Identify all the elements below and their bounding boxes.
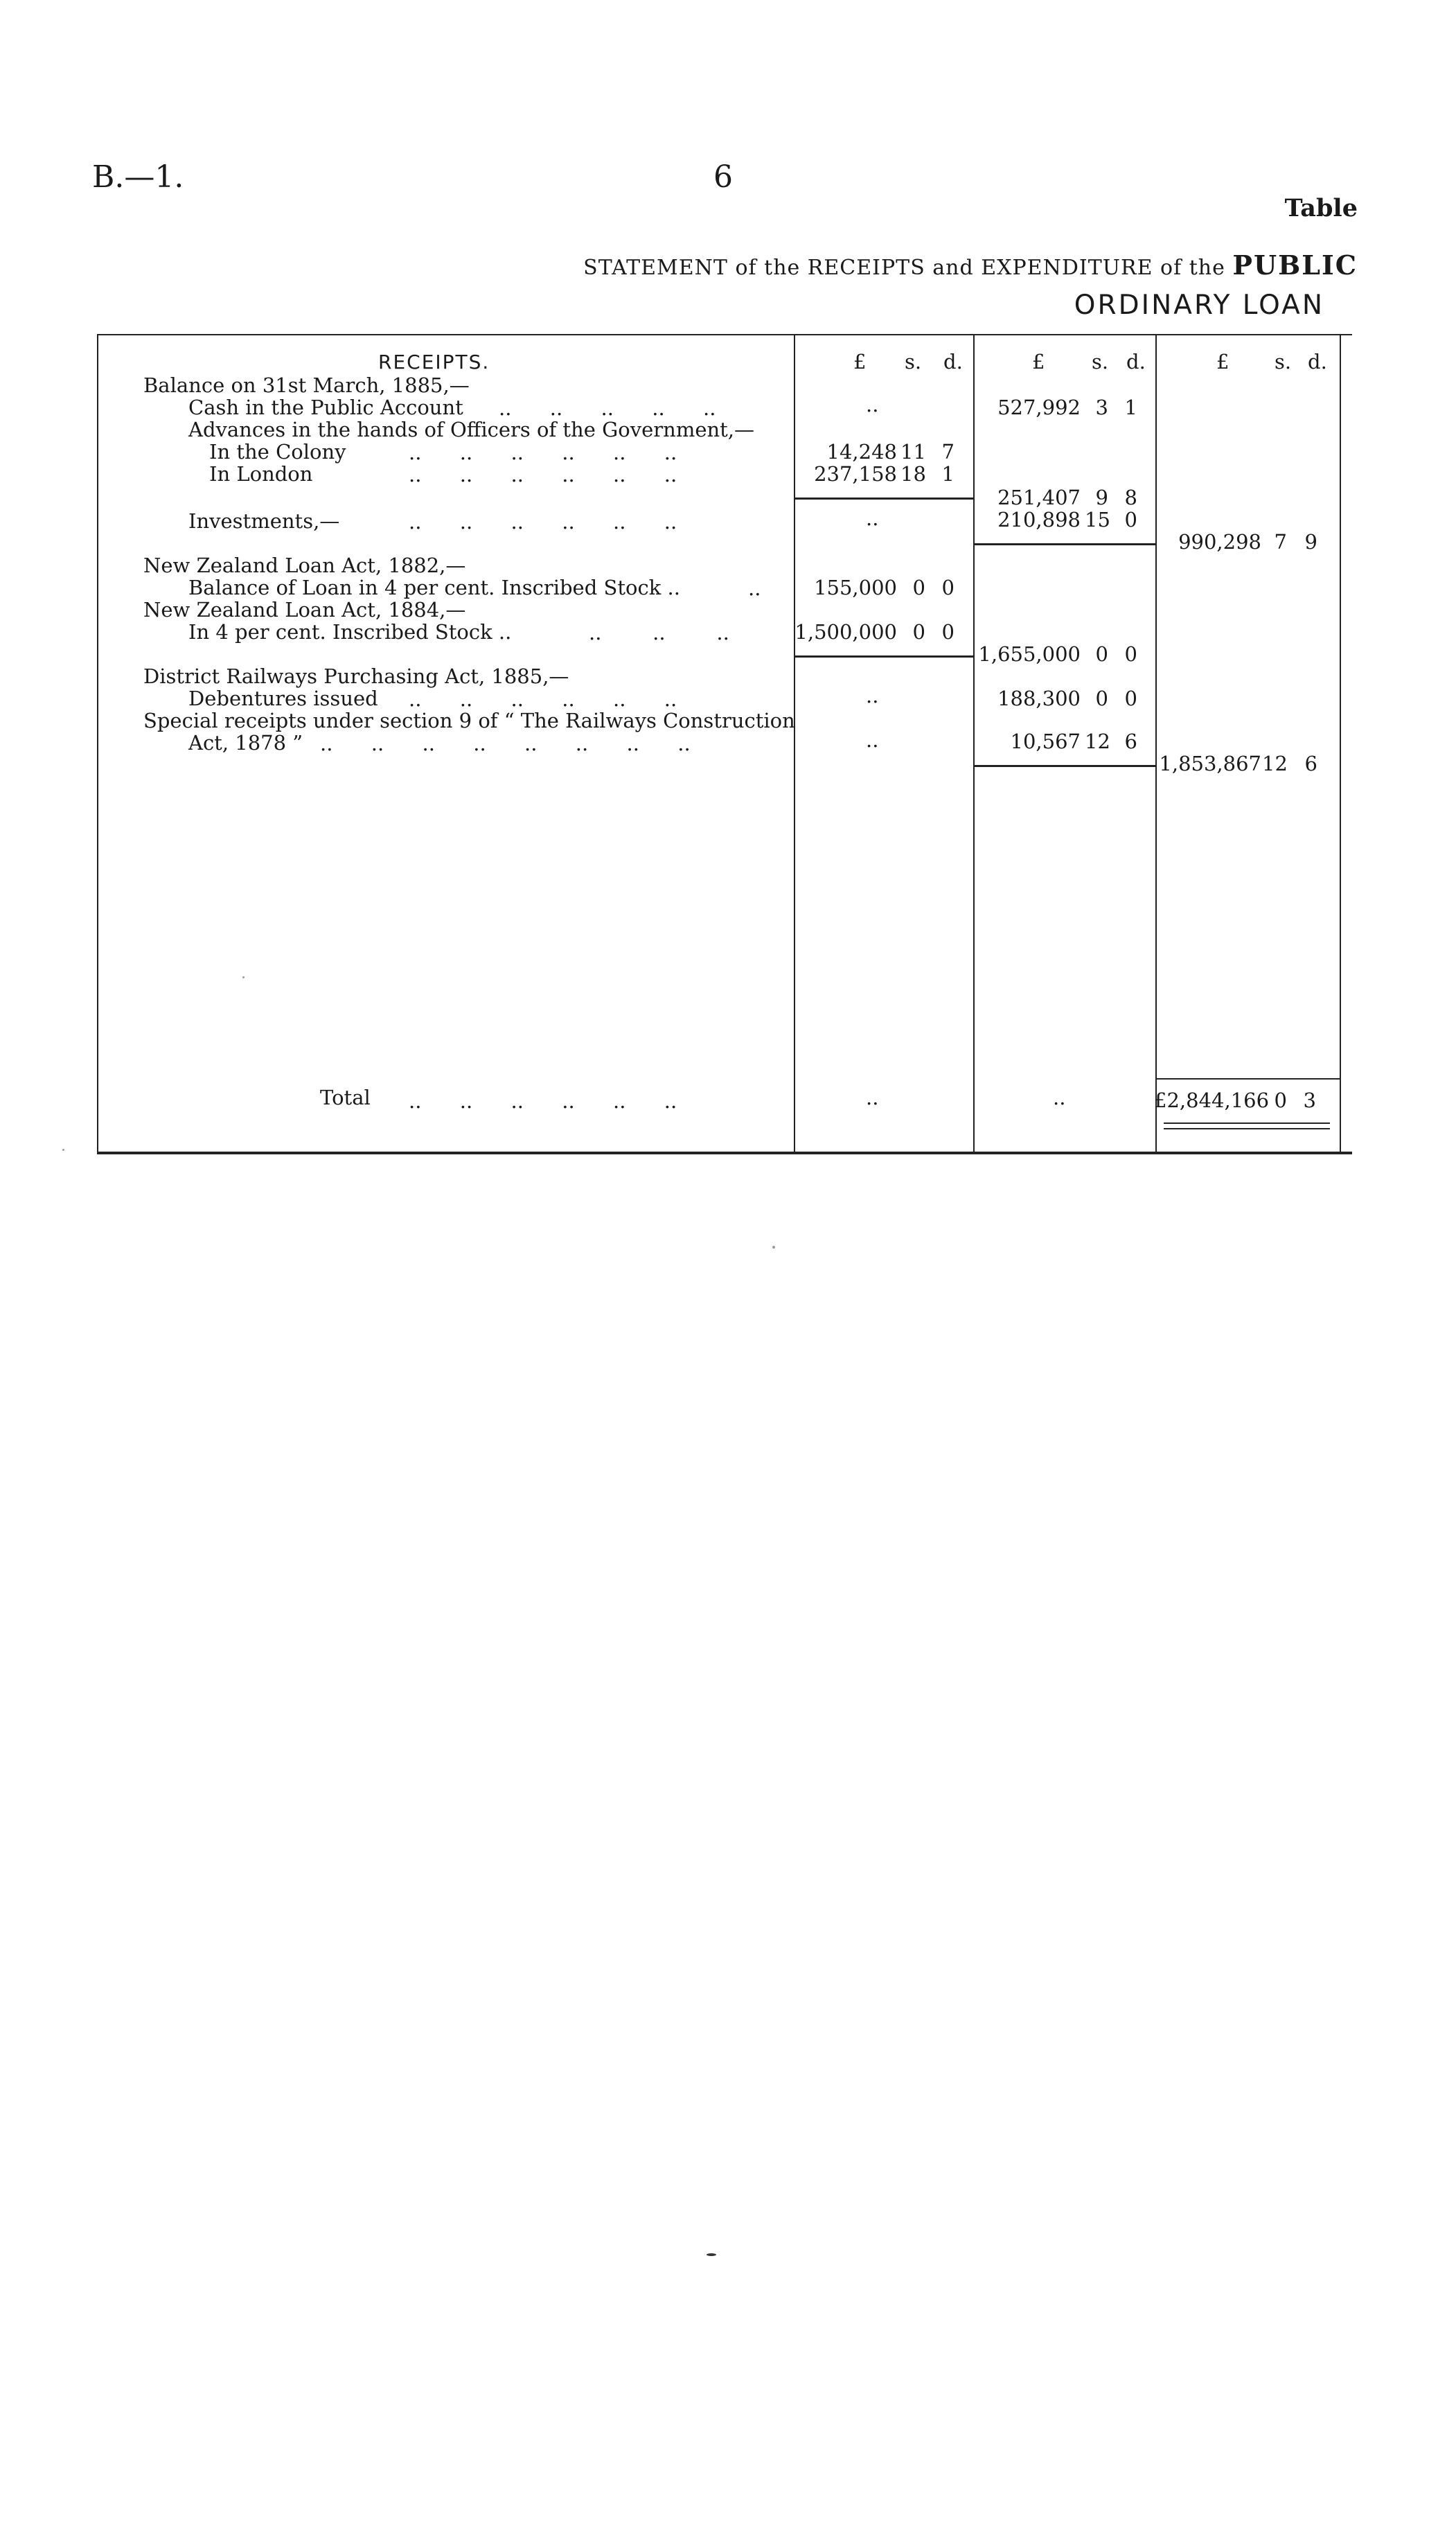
- special-receipts-col1: ..: [866, 728, 879, 752]
- balance-total-col3-d: 9: [1304, 530, 1317, 554]
- colony-label: In the Colony: [209, 440, 346, 464]
- advances-total-col2-pound: 251,407: [997, 486, 1081, 509]
- subtotal-rule: [975, 765, 1155, 767]
- nz-loan-total-col2-pound: 1,655,000: [978, 642, 1081, 666]
- col2-divider: [973, 334, 975, 1152]
- colony-col1-s: 11: [900, 440, 926, 464]
- col3-d-header: d.: [1308, 350, 1327, 373]
- page-number: 6: [713, 159, 733, 195]
- investments-col1: ..: [866, 507, 879, 530]
- debentures-label: Debentures issued: [188, 687, 378, 710]
- nz-loan-total-col2-d: 0: [1124, 642, 1137, 666]
- advances-total-col2-s: 9: [1095, 486, 1108, 509]
- col3-divider: [1155, 334, 1157, 1152]
- special-receipts-col2-d: 6: [1124, 730, 1137, 753]
- investments-label: Investments,—: [188, 509, 340, 533]
- leader-dots: .. .. .. .. .. ..: [409, 1089, 677, 1113]
- nz-loan-1882-item: Balance of Loan in 4 per cent. Inscribed Stock ..: [188, 576, 680, 599]
- advances-total-col2-d: 8: [1124, 486, 1137, 509]
- balance-heading: Balance on 31st March, 1885,—: [143, 373, 470, 397]
- nz-loan-1884-col1-d: 0: [941, 620, 955, 644]
- debentures-col2-pound: 188,300: [997, 687, 1081, 710]
- subtotal-rule: [975, 543, 1155, 545]
- london-col1-s: 18: [900, 462, 926, 486]
- col2-d-header: d.: [1126, 350, 1146, 373]
- balance-total-col3-pound: 990,298: [1178, 530, 1261, 554]
- leader-dots: .. .. .. .. .. ..: [409, 687, 677, 711]
- cash-col2-s: 3: [1095, 396, 1108, 419]
- leader-dots: ..: [748, 576, 761, 600]
- scan-speck: [772, 1246, 775, 1249]
- nz-loan-1884-item: In 4 per cent. Inscribed Stock ..: [188, 620, 512, 644]
- grand-total-double-rule: [1164, 1128, 1330, 1129]
- debentures-col2-d: 0: [1124, 687, 1137, 710]
- nz-loan-1882-col1-d: 0: [941, 576, 955, 599]
- total-label: Total: [320, 1086, 371, 1109]
- col1-divider: [794, 334, 795, 1152]
- table-right-border: [1340, 334, 1341, 1152]
- leader-dots: .. .. .. .. .. ..: [409, 510, 677, 534]
- col1-s-header: s.: [905, 350, 922, 373]
- nz-loan-1882-col1-pound: 155,000: [814, 576, 897, 599]
- debentures-col2-s: 0: [1095, 687, 1108, 710]
- table-label: Table: [1284, 194, 1358, 222]
- colony-col1-d: 7: [941, 440, 955, 464]
- col1-pound-header: £: [853, 350, 867, 373]
- statement-title: [583, 249, 1358, 281]
- nz-loan-total-col2-s: 0: [1095, 642, 1108, 666]
- investments-col2-s: 15: [1085, 508, 1110, 531]
- colony-col1-pound: 14,248: [826, 440, 897, 464]
- grand-total-double-rule: [1164, 1122, 1330, 1124]
- balance-total-col3-s: 7: [1274, 530, 1287, 554]
- special-receipts-col2-pound: 10,567: [1010, 730, 1081, 753]
- nz-loan-1882-col1-s: 0: [912, 576, 925, 599]
- debentures-col1: ..: [866, 684, 879, 707]
- leader-dots: .. .. .. .. .. .. .. ..: [320, 732, 691, 755]
- leader-dots: .. .. ..: [589, 621, 729, 644]
- leader-dots: .. .. .. .. ..: [499, 396, 716, 420]
- col2-s-header: s.: [1092, 350, 1109, 373]
- receipts-heading: RECEIPTS.: [378, 351, 490, 373]
- special-receipts-col2-s: 12: [1085, 730, 1110, 753]
- scan-speck: [707, 2253, 716, 2256]
- statement-subtitle: ORDINARY LOAN: [1074, 290, 1324, 321]
- london-label: In London: [209, 462, 313, 486]
- cash-col2-d: 1: [1124, 396, 1137, 419]
- title-prefix: STATEMENT of the RECEIPTS and EXPENDITURE of the: [583, 256, 1225, 280]
- title-bold: PUBLIC: [1232, 249, 1358, 281]
- document-reference: B.—1.: [92, 159, 184, 195]
- col1-d-header: d.: [943, 350, 963, 373]
- grand-total-col3-d: 3: [1303, 1089, 1316, 1112]
- loans-total-col3-pound: 1,853,867: [1159, 752, 1261, 775]
- nz-loan-1884-heading: New Zealand Loan Act, 1884,—: [143, 598, 466, 622]
- investments-col2-pound: 210,898: [997, 508, 1081, 531]
- cash-col2-pound: 527,992: [997, 396, 1081, 419]
- col3-s-header: s.: [1275, 350, 1292, 373]
- scan-speck: [242, 976, 245, 978]
- subtotal-rule: [795, 497, 973, 500]
- total-col2: ..: [1053, 1086, 1066, 1109]
- special-receipts-label: Special receipts under section 9 of “ The Railways Construction: [143, 709, 795, 732]
- advances-label: Advances in the hands of Officers of the Government,—: [188, 418, 755, 441]
- grand-total-col3-pound: £2,844,166: [1154, 1089, 1270, 1112]
- table-left-border: [97, 334, 98, 1152]
- col3-pound-header: £: [1216, 350, 1229, 373]
- nz-loan-1884-col1-s: 0: [912, 620, 925, 644]
- cash-label: Cash in the Public Account: [188, 396, 463, 419]
- leader-dots: .. .. .. .. .. ..: [409, 441, 677, 464]
- nz-loan-1884-col1-pound: 1,500,000: [794, 620, 897, 644]
- loans-total-col3-s: 12: [1262, 752, 1288, 775]
- cash-col1: ..: [866, 393, 879, 416]
- london-col1-d: 1: [941, 462, 955, 486]
- special-receipts-label-cont: Act, 1878 ”: [188, 731, 303, 755]
- investments-col2-d: 0: [1124, 508, 1137, 531]
- london-col1-pound: 237,158: [814, 462, 897, 486]
- nz-loan-1882-heading: New Zealand Loan Act, 1882,—: [143, 554, 466, 577]
- loans-total-col3-d: 6: [1304, 752, 1317, 775]
- grand-total-col3-s: 0: [1274, 1089, 1287, 1112]
- col2-pound-header: £: [1032, 350, 1045, 373]
- leader-dots: .. .. .. .. .. ..: [409, 463, 677, 486]
- district-railways-heading: District Railways Purchasing Act, 1885,—: [143, 664, 569, 688]
- total-col1: ..: [866, 1086, 879, 1109]
- grand-total-top-rule: [1157, 1078, 1340, 1080]
- scan-speck: [62, 1149, 64, 1151]
- subtotal-rule: [795, 655, 973, 658]
